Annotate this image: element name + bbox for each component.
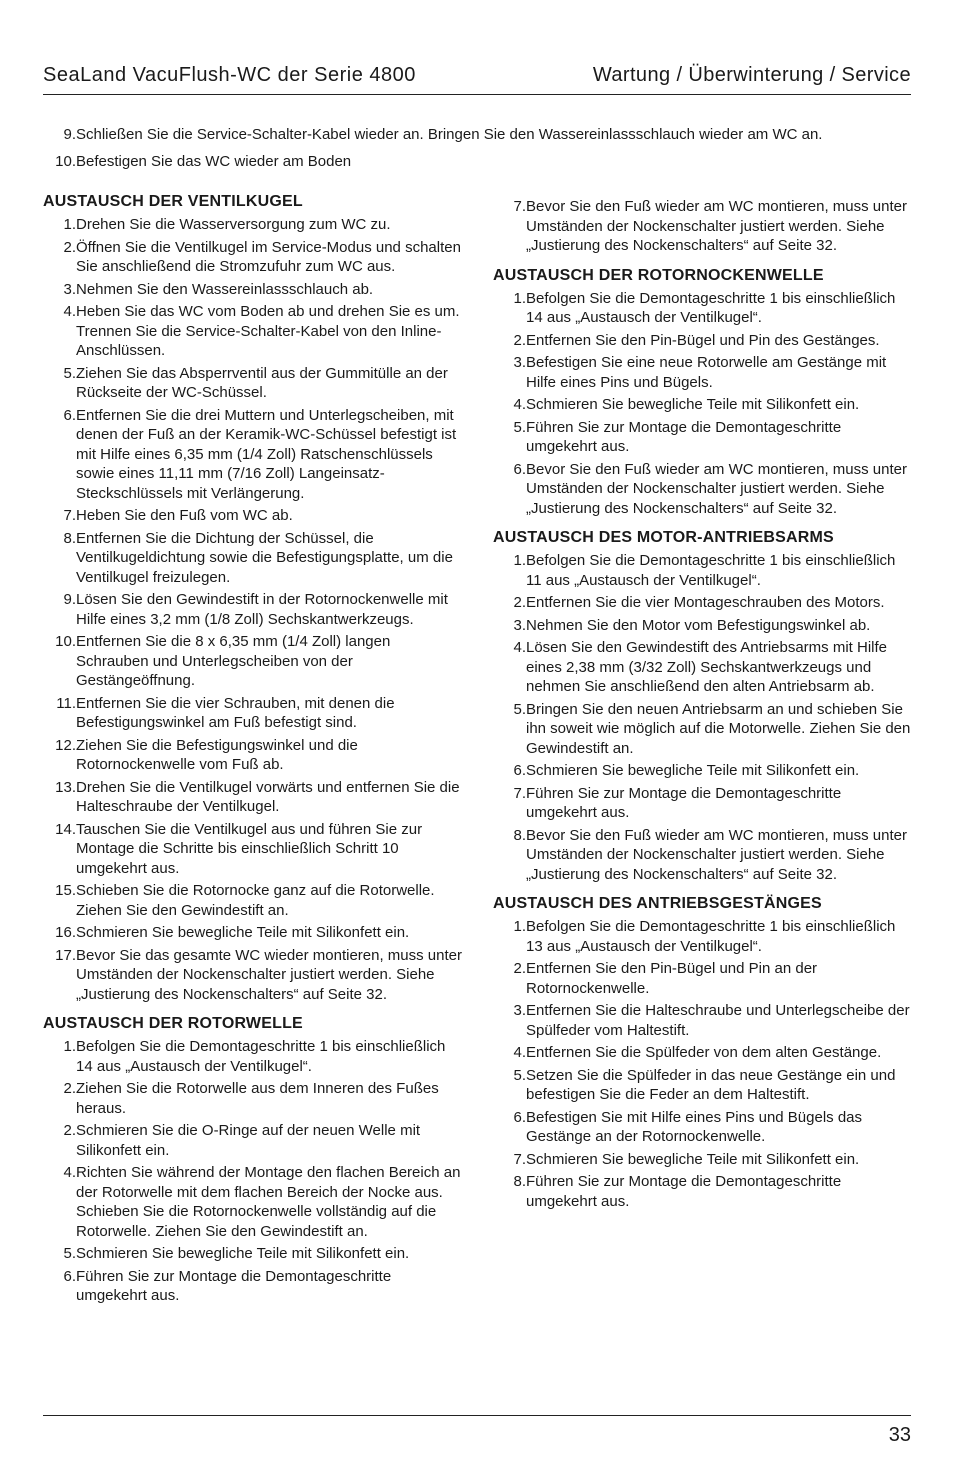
step-number: 1. bbox=[513, 552, 526, 569]
step-number: 13. bbox=[55, 778, 76, 796]
step-number: 6. bbox=[63, 1267, 76, 1285]
list-item bbox=[493, 460, 913, 519]
step-number: 8. bbox=[513, 826, 526, 844]
list-item bbox=[43, 1267, 463, 1306]
list-item bbox=[43, 364, 463, 403]
step-text: Befestigen Sie das WC wieder am Boden bbox=[76, 152, 352, 170]
step-text: Bevor Sie den Fuß wieder am WC montieren, muss unter Umständen der Nockenschalter justiert werden. Siehe „Justierung des Nockenschalters“ auf Seite 32. bbox=[526, 826, 907, 883]
list-item bbox=[43, 820, 463, 879]
list-item bbox=[43, 590, 463, 629]
page-header bbox=[43, 62, 911, 95]
list-item bbox=[43, 152, 923, 172]
list-item bbox=[43, 1079, 463, 1118]
list-item bbox=[493, 1150, 913, 1170]
step-number: 6. bbox=[513, 1108, 526, 1126]
step-number: 12. bbox=[55, 736, 76, 754]
step-number: 6. bbox=[63, 406, 76, 424]
step-number: 6. bbox=[513, 460, 526, 478]
step-text: Schmieren Sie bewegliche Teile mit Silikonfett ein. bbox=[76, 1245, 410, 1262]
step-text: Befestigen Sie eine neue Rotorwelle am Gestänge mit Hilfe eines Pins und Bügels. bbox=[526, 354, 887, 391]
step-number: 3. bbox=[513, 1002, 526, 1019]
step-number: 9. bbox=[63, 591, 76, 608]
step-number: 3. bbox=[63, 280, 76, 298]
list-item bbox=[43, 1163, 463, 1241]
step-number: 7. bbox=[513, 1150, 526, 1168]
step-text: Bevor Sie den Fuß wieder am WC montieren, muss unter Umständen der Nockenschalter justiert werden. Siehe „Justierung des Nockenschalters“ auf Seite 32. bbox=[526, 198, 907, 254]
step-text: Nehmen Sie den Wassereinlassschlauch ab. bbox=[76, 280, 374, 298]
step-text: Ziehen Sie die Befestigungswinkel und die Rotornockenwelle vom Fuß ab. bbox=[76, 736, 358, 773]
step-number: 2. bbox=[513, 960, 526, 977]
list-item bbox=[493, 593, 913, 613]
step-number: 1. bbox=[513, 289, 526, 307]
list-item bbox=[43, 1244, 463, 1264]
step-text: Ziehen Sie die Rotorwelle aus dem Inneren des Fußes heraus. bbox=[76, 1080, 439, 1117]
step-text: Befestigen Sie mit Hilfe eines Pins und Bügels das Gestänge an der Rotornockenwelle. bbox=[526, 1108, 863, 1145]
list-item bbox=[493, 395, 913, 415]
list-item bbox=[43, 946, 463, 1005]
step-text: Schieben Sie die Rotornocke ganz auf die Rotorwelle. Ziehen Sie den Gewindestift an. bbox=[76, 882, 435, 919]
step-number: 7. bbox=[513, 198, 526, 215]
step-text: Entfernen Sie den Pin-Bügel und Pin an der Rotornockenwelle. bbox=[526, 960, 818, 997]
left-column bbox=[43, 193, 463, 1317]
step-number: 15. bbox=[55, 882, 76, 899]
step-text: Entfernen Sie die vier Montageschrauben des Motors. bbox=[526, 594, 885, 611]
instruction-section bbox=[493, 529, 913, 884]
step-text: Schmieren Sie die O-Ringe auf der neuen Welle mit Silikonfett ein. bbox=[76, 1122, 421, 1159]
step-number: 3. bbox=[513, 354, 526, 371]
steps-list bbox=[43, 1037, 463, 1306]
step-text: Bevor Sie den Fuß wieder am WC montieren, muss unter Umständen der Nockenschalter justiert werden. Siehe „Justierung des Nockenschalters“ auf Seite 32. bbox=[526, 460, 907, 517]
intro-steps bbox=[43, 125, 923, 178]
step-number: 4. bbox=[513, 396, 526, 413]
step-number: 6. bbox=[513, 762, 526, 779]
list-item bbox=[43, 302, 463, 361]
list-item bbox=[493, 289, 913, 328]
step-text: Öffnen Sie die Ventilkugel im Service-Modus und schalten Sie anschließend die Stromzufuhr zum WC aus. bbox=[76, 238, 461, 275]
steps-list bbox=[493, 289, 913, 519]
step-text: Schmieren Sie bewegliche Teile mit Silikonfett ein. bbox=[526, 1150, 860, 1168]
step-text: Entfernen Sie die Halteschraube und Unterlegscheibe der Spülfeder vom Haltestift. bbox=[526, 1002, 910, 1039]
instruction-section bbox=[493, 895, 913, 1211]
step-text: Schmieren Sie bewegliche Teile mit Silikonfett ein. bbox=[76, 924, 410, 941]
step-text: Setzen Sie die Spülfeder in das neue Gestänge ein und befestigen Sie die Feder an dem Haltestift. bbox=[526, 1066, 896, 1103]
steps-list bbox=[493, 551, 913, 884]
list-item bbox=[43, 1037, 463, 1076]
step-number: 16. bbox=[55, 924, 76, 941]
intro-list bbox=[43, 125, 923, 171]
list-item bbox=[493, 197, 913, 256]
step-text: Tauschen Sie die Ventilkugel aus und führen Sie zur Montage die Schritte bis einschließlich Schritt 10 umgekehrt aus. bbox=[76, 820, 423, 877]
instruction-section bbox=[43, 1015, 463, 1306]
list-item bbox=[43, 881, 463, 920]
step-text: Ziehen Sie das Absperrventil aus der Gummitülle an der Rückseite der WC-Schüssel. bbox=[76, 364, 448, 401]
step-text: Befolgen Sie die Demontageschritte 1 bis einschließlich 11 aus „Austausch der Ventilkugel“. bbox=[526, 552, 896, 589]
step-number: 7. bbox=[513, 784, 526, 802]
list-item bbox=[493, 616, 913, 636]
document-title: SeaLand VacuFlush-WC der Serie 4800 bbox=[43, 64, 416, 86]
instruction-section bbox=[43, 193, 463, 1004]
step-text: Richten Sie während der Montage den flachen Bereich an der Rotorwelle mit dem flachen Bereich der Nocke aus. Schieben Sie die Rotornockenwelle vollständig auf die Rotorwelle. Ziehen Sie den Gewindestift an. bbox=[76, 1164, 461, 1240]
step-number: 10. bbox=[55, 152, 76, 170]
step-text: Nehmen Sie den Motor vom Befestigungswinkel ab. bbox=[526, 616, 871, 634]
step-number: 11. bbox=[56, 694, 76, 712]
step-number: 5. bbox=[513, 1066, 526, 1084]
step-text: Heben Sie das WC vom Boden ab und drehen Sie es um. Trennen Sie die Service-Schalter-Kabel von den Inline-Anschlüssen. bbox=[76, 303, 460, 359]
section-heading: AUSTAUSCH DER ROTORWELLE bbox=[43, 1015, 303, 1032]
step-number: 8. bbox=[63, 529, 76, 547]
step-text: Befolgen Sie die Demontageschritte 1 bis einschließlich 13 aus „Austausch der Ventilkugel“. bbox=[526, 918, 896, 955]
list-item bbox=[43, 125, 923, 145]
step-text: Führen Sie zur Montage die Demontageschritte umgekehrt aus. bbox=[526, 418, 842, 455]
list-item bbox=[43, 529, 463, 588]
step-text: Schmieren Sie bewegliche Teile mit Silikonfett ein. bbox=[526, 762, 860, 779]
instruction-section bbox=[493, 267, 913, 519]
section-heading: AUSTAUSCH DES MOTOR-ANTRIEBSARMS bbox=[493, 529, 834, 546]
list-item bbox=[43, 238, 463, 277]
step-number: 4. bbox=[513, 1044, 526, 1061]
step-text: Schmieren Sie bewegliche Teile mit Silikonfett ein. bbox=[526, 396, 860, 413]
list-item bbox=[493, 784, 913, 823]
section-heading: AUSTAUSCH DES ANTRIEBSGESTÄNGES bbox=[493, 895, 822, 912]
list-item bbox=[493, 353, 913, 392]
step-text: Entfernen Sie die drei Muttern und Unterlegscheiben, mit denen der Fuß an der Keramik-WC-Schüssel befestigt ist mit Hilfe eines 6,35 mm (1/4 Zoll) Ratschenschlüssels sowie eines 11,11 mm (7/16 Zoll) Langeinsatz-Steckschlüssels mit Verlängerung. bbox=[76, 406, 457, 502]
list-item bbox=[43, 736, 463, 775]
section-title: Wartung / Überwinterung / Service bbox=[592, 64, 911, 86]
step-text: Entfernen Sie die vier Schrauben, mit denen die Befestigungswinkel am Fuß befestigt sind. bbox=[76, 694, 395, 731]
list-item bbox=[493, 959, 913, 998]
list-item bbox=[493, 700, 913, 759]
list-item bbox=[493, 1108, 913, 1147]
list-item bbox=[43, 632, 463, 691]
step-text: Entfernen Sie die Spülfeder von dem alten Gestänge. bbox=[526, 1044, 882, 1061]
step-number: 17. bbox=[55, 946, 76, 964]
step-number: 4. bbox=[513, 639, 526, 656]
step-text: Führen Sie zur Montage die Demontageschritte umgekehrt aus. bbox=[526, 1173, 842, 1210]
step-text: Entfernen Sie die Dichtung der Schüssel, die Ventilkugeldichtung sowie die Befestigungsplatte, um die Ventilkugel freizulegen. bbox=[76, 529, 453, 586]
list-item bbox=[493, 1001, 913, 1040]
list-item bbox=[43, 778, 463, 817]
step-number: 4. bbox=[63, 303, 76, 320]
step-number: 5. bbox=[513, 700, 526, 718]
step-text: Führen Sie zur Montage die Demontageschritte umgekehrt aus. bbox=[76, 1267, 392, 1304]
step-text: Lösen Sie den Gewindestift des Antriebsarms mit Hilfe eines 2,38 mm (3/32 Zoll) Sechskantwerkzeugs und nehmen Sie anschließend den alten Antriebsarm ab. bbox=[526, 639, 888, 695]
list-item bbox=[493, 331, 913, 351]
list-item bbox=[493, 761, 913, 781]
step-number: 2. bbox=[513, 594, 526, 611]
step-number: 7. bbox=[63, 507, 76, 524]
section-heading: AUSTAUSCH DER VENTILKUGEL bbox=[43, 193, 303, 210]
step-number: 4. bbox=[63, 1164, 76, 1181]
step-number: 2. bbox=[513, 331, 526, 349]
step-number: 2. bbox=[63, 1122, 76, 1139]
step-number: 5. bbox=[513, 418, 526, 436]
list-item bbox=[493, 638, 913, 697]
list-item bbox=[43, 1121, 463, 1160]
step-number: 10. bbox=[55, 633, 76, 650]
step-text: Bevor Sie das gesamte WC wieder montieren, muss unter Umständen der Nockenschalter justiert werden. Siehe „Justierung des Nockenschalters“ auf Seite 32. bbox=[76, 946, 462, 1003]
list-item bbox=[43, 280, 463, 300]
steps-list bbox=[493, 917, 913, 1211]
page-number: 33 bbox=[888, 1424, 911, 1446]
list-item bbox=[493, 418, 913, 457]
step-number: 2. bbox=[63, 238, 76, 256]
step-number: 9. bbox=[63, 126, 76, 143]
step-number: 14. bbox=[55, 820, 76, 838]
step-text: Befolgen Sie die Demontageschritte 1 bis einschließlich 14 aus „Austausch der Ventilkugel“. bbox=[526, 289, 896, 326]
list-item bbox=[493, 1043, 913, 1063]
step-number: 1. bbox=[63, 1038, 76, 1055]
step-text: Lösen Sie den Gewindestift in der Rotornockenwelle mit Hilfe eines 3,2 mm (1/8 Zoll) Sechskantwerkzeugs. bbox=[76, 591, 448, 628]
page-footer bbox=[43, 1415, 911, 1446]
step-text: Schließen Sie die Service-Schalter-Kabel wieder an. Bringen Sie den Wassereinlassschlauch wieder am WC an. bbox=[76, 126, 823, 143]
step-text: Drehen Sie die Ventilkugel vorwärts und entfernen Sie die Halteschraube der Ventilkugel. bbox=[76, 778, 460, 815]
list-item bbox=[43, 923, 463, 943]
step-text: Heben Sie den Fuß vom WC ab. bbox=[76, 507, 293, 524]
list-item bbox=[43, 694, 463, 733]
step-number: 5. bbox=[63, 1245, 76, 1262]
step-text: Drehen Sie die Wasserversorgung zum WC zu. bbox=[76, 216, 391, 233]
step-text: Entfernen Sie den Pin-Bügel und Pin des Gestänges. bbox=[526, 331, 880, 349]
list-item bbox=[43, 215, 463, 235]
step-text: Entfernen Sie die 8 x 6,35 mm (1/4 Zoll) langen Schrauben und Unterlegscheiben von der Gestängeöffnung. bbox=[76, 633, 391, 689]
step-text: Bringen Sie den neuen Antriebsarm an und schieben Sie ihn soweit wie möglich auf die Motorwelle. Ziehen Sie den Gewindestift an. bbox=[526, 700, 911, 757]
step-number: 1. bbox=[63, 216, 76, 233]
step-number: 1. bbox=[513, 918, 526, 935]
list-item bbox=[43, 406, 463, 504]
list-item bbox=[493, 1172, 913, 1211]
step-number: 8. bbox=[513, 1173, 526, 1190]
step-number: 5. bbox=[63, 364, 76, 382]
list-item bbox=[43, 506, 463, 526]
list-item bbox=[493, 917, 913, 956]
steps-list bbox=[43, 215, 463, 1004]
step-number: 3. bbox=[513, 616, 526, 634]
list-item bbox=[493, 1066, 913, 1105]
step-text: Führen Sie zur Montage die Demontageschritte umgekehrt aus. bbox=[526, 784, 842, 821]
section-heading: AUSTAUSCH DER ROTORNOCKENWELLE bbox=[493, 266, 824, 284]
right-column bbox=[493, 193, 913, 1222]
list-item bbox=[493, 826, 913, 885]
step-number: 2. bbox=[63, 1080, 76, 1097]
continued-steps-list bbox=[493, 197, 913, 256]
list-item bbox=[493, 551, 913, 590]
step-text: Befolgen Sie die Demontageschritte 1 bis einschließlich 14 aus „Austausch der Ventilkugel“. bbox=[76, 1038, 446, 1075]
